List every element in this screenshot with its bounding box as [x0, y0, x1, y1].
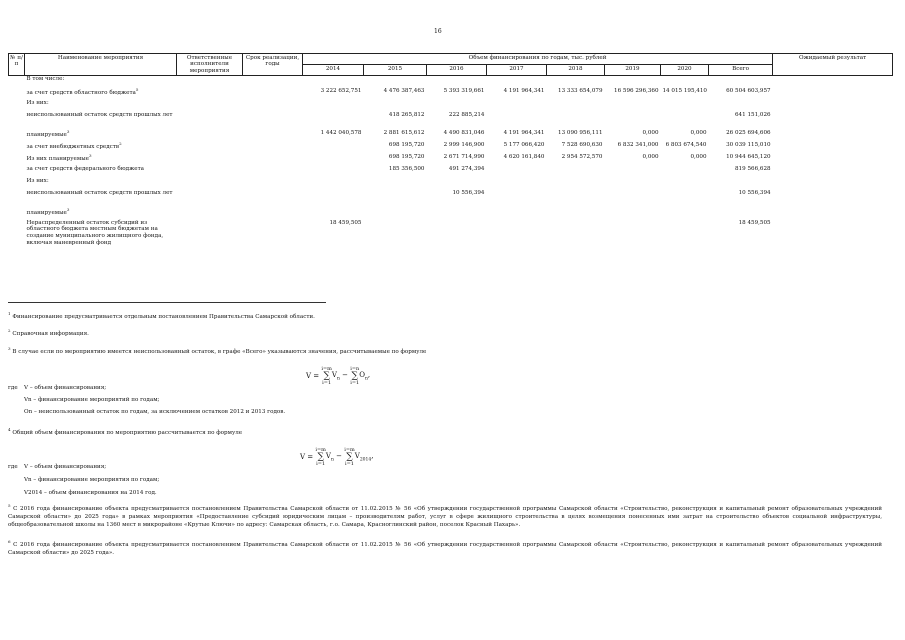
value-cell: 698 195,720: [388, 141, 425, 148]
footnote-5: $^5$ С 2016 года финансирование объекта предусматривается постановлением Правительства Самарской области от 11.02.2015 № 56 «Об утверждении государственной программы Самарской области «Строительство, реконструкция и капитальный ремонт образовательных учреждений Самарской области» до 2025 года» в рамках мероприятия «Предоставление субсидий юридическим лицам – производителям работ, услуг в сфере жилищного строительства в целях возмещения понесенных ими затрат на строительство объектов социальной инфраструктуры, общеобразовательной школы на 1360 мест в микрорайоне «Крутые Ключи» по адресу: Самарская область, г.о. Самара, Красноглинский район, поселок Красный Пахарь».: [8, 503, 882, 529]
value-cell: [605, 190, 661, 208]
row-term-cell: [243, 190, 303, 208]
value-cell: [487, 112, 547, 130]
page-number: 16: [434, 28, 442, 35]
value-cell: 185 356,500: [388, 165, 425, 172]
value-cell: [303, 190, 364, 208]
row-term-cell: [243, 154, 303, 166]
value-cell: 4 191 964,341: [503, 87, 545, 94]
value-cell: [605, 178, 661, 190]
footnote-divider: [8, 302, 326, 303]
row-resp-cell: [177, 76, 243, 88]
row-term-cell: [243, 178, 303, 190]
value-cell: [487, 76, 547, 88]
value-cell: [364, 220, 427, 247]
footnote-ref: 2: [119, 140, 122, 146]
header-year: 2018: [547, 65, 605, 76]
value-cell: 10 556,394: [738, 189, 771, 196]
value-cell: [547, 208, 605, 220]
value-cell: [487, 190, 547, 208]
row-result-cell: [773, 220, 893, 247]
footnote-3-item: On – неиспользованный остаток по годам, за исключением остатков 2012 и 2013 годов.: [24, 409, 286, 415]
value-cell: 2 881 615,612: [383, 129, 425, 136]
value-cell: [303, 142, 364, 154]
row-resp-cell: [177, 154, 243, 166]
footnote-4-item: Vn – финансирование мероприятия по годам;: [24, 477, 160, 483]
header-year: 2017: [487, 65, 547, 76]
header-responsible: Ответственные исполнители мероприятия: [177, 54, 243, 76]
row-label: неиспользованный остаток средств прошлых лет: [26, 111, 173, 118]
row-num-cell: [9, 112, 25, 130]
value-cell: 16 596 296,360: [614, 87, 659, 94]
footnote-ref: 3: [88, 152, 92, 158]
value-cell: [605, 208, 661, 220]
row-result-cell: [773, 190, 893, 208]
value-cell: [364, 208, 427, 220]
value-cell: 18 459,505: [738, 219, 771, 226]
footnote-ref: 3: [66, 128, 70, 134]
row-num-cell: [9, 166, 25, 178]
value-cell: [709, 178, 773, 190]
row-result-cell: [773, 142, 893, 154]
row-term-cell: [243, 166, 303, 178]
value-cell: 6 832 341,000: [617, 141, 659, 148]
value-cell: [661, 100, 709, 112]
table-row: [9, 178, 893, 190]
row-num-cell: [9, 220, 25, 247]
value-cell: 2 999 146,900: [443, 141, 485, 148]
footnote-3-item: V – объем финансирования;: [24, 385, 107, 391]
value-cell: [709, 76, 773, 88]
row-label: планируемые$^3$: [26, 128, 70, 138]
row-term-cell: [243, 142, 303, 154]
header-year: 2014: [303, 65, 364, 76]
value-cell: [661, 220, 709, 247]
value-cell: [709, 208, 773, 220]
value-cell: 0,000: [690, 129, 707, 136]
value-cell: [547, 112, 605, 130]
table-row: [9, 166, 893, 178]
row-result-cell: [773, 154, 893, 166]
value-cell: 5 177 066,420: [503, 141, 545, 148]
row-label: Из них:: [26, 177, 49, 184]
formula-3: V = i=m ∑ $i=1V_n - i=n$ ∑ $i=1O_n$,: [306, 366, 371, 386]
header-name: Наименование мероприятия: [25, 54, 177, 76]
value-cell: [605, 220, 661, 247]
value-cell: 2 671 714,990: [443, 153, 485, 160]
value-cell: 4 191 964,341: [503, 129, 545, 136]
value-cell: [709, 100, 773, 112]
footnote-6: $^6$ С 2016 года финансирование объекта предусматривается постановлением Правительства Самарской области от 11.02.2015 № 56 «Об утверждении государственной программы Самарской области «Строительство, реконструкция и капитальный ремонт образовательных учреждений Самарской области» до 2025 года».: [8, 539, 882, 557]
row-term-cell: [243, 208, 303, 220]
value-cell: [364, 178, 427, 190]
table-row: [9, 208, 893, 220]
value-cell: [661, 208, 709, 220]
header-num: № п/п: [9, 54, 25, 76]
value-cell: [303, 208, 364, 220]
row-resp-cell: [177, 112, 243, 130]
row-term-cell: [243, 112, 303, 130]
value-cell: [547, 220, 605, 247]
value-cell: 4 476 387,463: [383, 87, 425, 94]
row-term-cell: [243, 130, 303, 142]
header-volume: Объем финансирования по годам, тыс. рублей: [303, 54, 773, 65]
header-term: Срок реализации, годы: [243, 54, 303, 76]
header-result: Ожидаемый результат: [773, 54, 893, 76]
value-cell: 4 620 161,840: [503, 153, 545, 160]
value-cell: [661, 190, 709, 208]
row-num-cell: [9, 130, 25, 142]
footnote-4-item: V2014 – объем финансирования на 2014 год.: [24, 490, 157, 496]
value-cell: 418 265,812: [388, 111, 425, 118]
row-label: за счет средств областного бюджета$^5$: [26, 86, 139, 96]
table-row: [9, 100, 893, 112]
value-cell: [364, 190, 427, 208]
row-term-cell: [243, 76, 303, 88]
footnote-3: $^3$ В случае если по мероприятию имеется неиспользованный остаток, в графе «Всего» указываются значения, рассчитываемые по формуле: [8, 346, 427, 355]
row-resp-cell: [177, 220, 243, 247]
footnote-ref: 5: [135, 86, 139, 92]
value-cell: [661, 76, 709, 88]
value-cell: 6 803 674,540: [665, 141, 707, 148]
footnote-2: $^2$ Справочная информация.: [8, 328, 89, 337]
value-cell: 0,000: [642, 129, 659, 136]
footnote-ref: 3: [66, 206, 70, 212]
value-cell: 4 490 831,046: [443, 129, 485, 136]
row-num-cell: [9, 100, 25, 112]
row-resp-cell: [177, 190, 243, 208]
value-cell: [364, 76, 427, 88]
row-result-cell: [773, 112, 893, 130]
row-result-cell: [773, 88, 893, 100]
value-cell: 1 442 040,578: [320, 129, 362, 136]
value-cell: [547, 178, 605, 190]
value-cell: [661, 166, 709, 178]
header-year: 2016: [427, 65, 487, 76]
value-cell: [605, 100, 661, 112]
value-cell: 14 015 195,410: [662, 87, 707, 94]
value-cell: 641 151,026: [735, 111, 771, 118]
value-cell: [547, 100, 605, 112]
table-row: [9, 142, 893, 154]
value-cell: [487, 166, 547, 178]
table-row: [9, 112, 893, 130]
value-cell: [303, 178, 364, 190]
value-cell: [661, 112, 709, 130]
row-label: за счет внебюджетных средств$^2$: [26, 140, 122, 150]
value-cell: [303, 100, 364, 112]
value-cell: 0,000: [642, 153, 659, 160]
value-cell: [303, 166, 364, 178]
value-cell: [661, 178, 709, 190]
value-cell: [547, 166, 605, 178]
row-label: Нераспределенный остаток субсидий из областного бюджета местным бюджетам на создание муниципального жилищного фонда, включая маневренный фонд: [26, 219, 164, 246]
row-term-cell: [243, 220, 303, 247]
row-label: за счет средств федерального бюджета: [26, 165, 144, 172]
value-cell: 13 090 956,111: [558, 129, 603, 136]
table-row: [9, 76, 893, 88]
value-cell: [605, 76, 661, 88]
footnote-3-where: где: [8, 385, 18, 391]
row-result-cell: [773, 76, 893, 88]
value-cell: 18 459,505: [329, 219, 362, 226]
value-cell: [547, 190, 605, 208]
value-cell: [427, 208, 487, 220]
table-row: [9, 88, 893, 100]
value-cell: [487, 178, 547, 190]
value-cell: [364, 100, 427, 112]
value-cell: 7 528 690,630: [561, 141, 603, 148]
row-result-cell: [773, 100, 893, 112]
value-cell: [605, 166, 661, 178]
footnote-4: $^4$ Общий объем финансирования по мероприятию рассчитывается по формуле: [8, 427, 243, 436]
row-term-cell: [243, 88, 303, 100]
value-cell: 60 504 603,957: [726, 87, 771, 94]
row-num-cell: [9, 88, 25, 100]
row-result-cell: [773, 178, 893, 190]
footnote-3-item: Vn – финансирование мероприятий по годам;: [24, 397, 160, 403]
value-cell: [547, 76, 605, 88]
table-row: [9, 130, 893, 142]
table-row: [9, 190, 893, 208]
row-label: неиспользованный остаток средств прошлых лет: [26, 189, 173, 196]
value-cell: [427, 76, 487, 88]
value-cell: 10 944 645,120: [726, 153, 771, 160]
row-resp-cell: [177, 178, 243, 190]
value-cell: 5 393 319,661: [443, 87, 485, 94]
row-resp-cell: [177, 130, 243, 142]
footnote-4-item: V – объем финансирования;: [24, 464, 107, 470]
row-resp-cell: [177, 208, 243, 220]
value-cell: 0,000: [690, 153, 707, 160]
row-result-cell: [773, 166, 893, 178]
footnote-4-where: где: [8, 464, 18, 470]
row-result-cell: [773, 208, 893, 220]
row-label: планируемые$^3$: [26, 206, 70, 216]
value-cell: [605, 112, 661, 130]
value-cell: 13 333 654,079: [558, 87, 603, 94]
row-num-cell: [9, 190, 25, 208]
formula-4: V = i=m ∑ $i=1V_n - i=m$ ∑ $i=1V_{2014}$,: [300, 447, 374, 467]
value-cell: 222 885,214: [448, 111, 485, 118]
row-term-cell: [243, 100, 303, 112]
value-cell: 2 954 572,570: [561, 153, 603, 160]
value-cell: [487, 220, 547, 247]
header-year: 2019: [605, 65, 661, 76]
table-row: [9, 154, 893, 166]
row-resp-cell: [177, 166, 243, 178]
value-cell: 10 556,394: [452, 189, 485, 196]
footnote-1: $^1$ Финансирование предусматривается отдельным постановлением Правительства Самарской области.: [8, 311, 315, 320]
header-year: Всего: [709, 65, 773, 76]
financing-table: [8, 53, 893, 247]
row-resp-cell: [177, 88, 243, 100]
row-num-cell: [9, 154, 25, 166]
row-label: Из них планируемые$^3$: [26, 152, 92, 162]
row-result-cell: [773, 130, 893, 142]
row-resp-cell: [177, 142, 243, 154]
value-cell: 3 222 652,751: [320, 87, 362, 94]
value-cell: [303, 112, 364, 130]
row-label: Из них:: [26, 99, 49, 106]
header-year: 2020: [661, 65, 709, 76]
value-cell: 26 025 694,606: [726, 129, 771, 136]
row-resp-cell: [177, 100, 243, 112]
value-cell: 819 566,628: [735, 165, 771, 172]
row-label: В том числе:: [26, 76, 65, 83]
value-cell: 698 195,720: [388, 153, 425, 160]
value-cell: [427, 178, 487, 190]
value-cell: [303, 76, 364, 88]
value-cell: [487, 100, 547, 112]
value-cell: [303, 154, 364, 166]
value-cell: 491 274,394: [448, 165, 485, 172]
value-cell: [487, 208, 547, 220]
value-cell: [427, 220, 487, 247]
row-num-cell: [9, 208, 25, 220]
header-year: 2015: [364, 65, 427, 76]
row-num-cell: [9, 142, 25, 154]
value-cell: 30 039 115,010: [726, 141, 771, 148]
row-num-cell: [9, 178, 25, 190]
row-num-cell: [9, 76, 25, 88]
table-row: [9, 220, 893, 247]
value-cell: [427, 100, 487, 112]
